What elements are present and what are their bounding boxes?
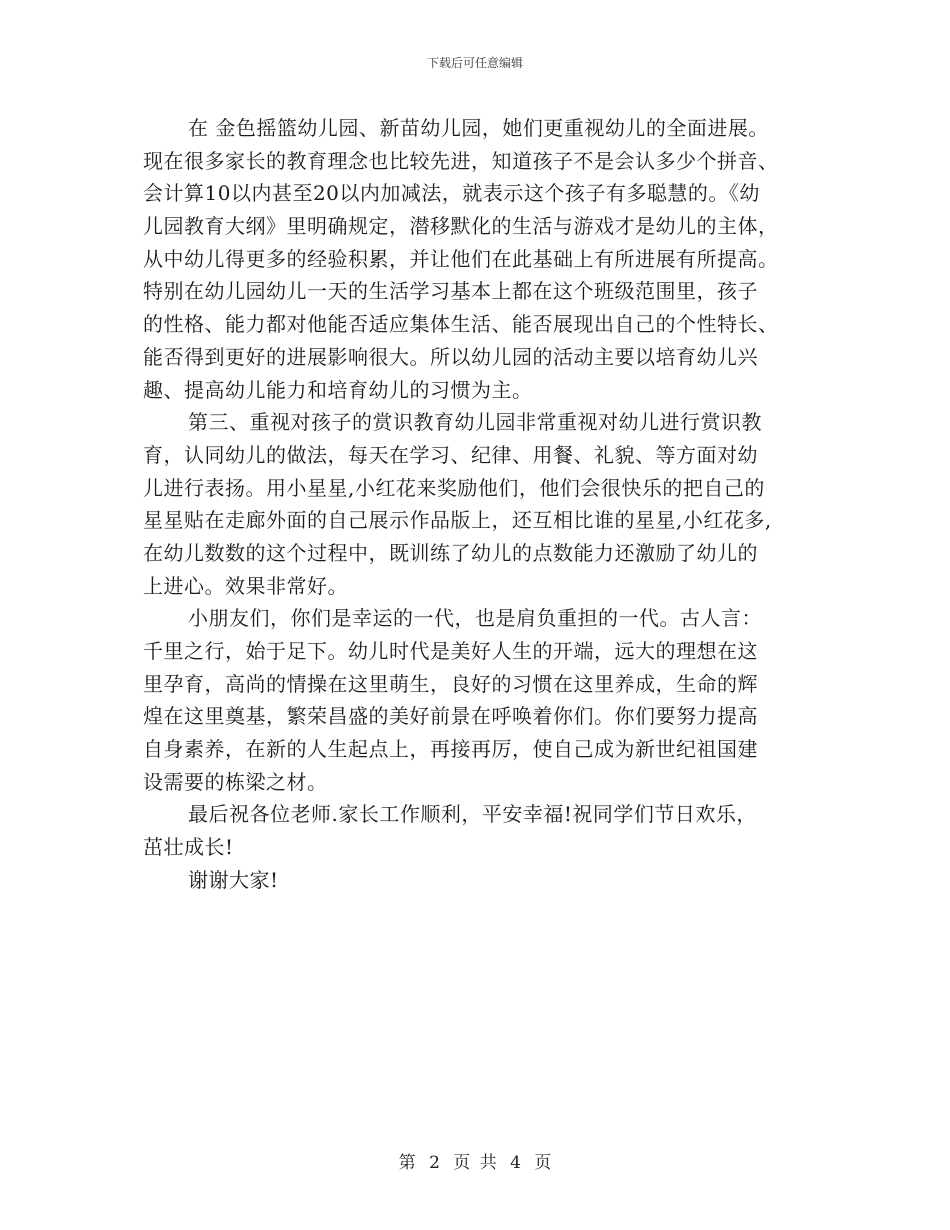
footer-prefix: 第 (398, 1153, 416, 1173)
text-line: 从中幼儿得更多的经验积累，并让他们在此基础上有所进展有所提高。 (143, 246, 779, 271)
page-number-total: 4 (510, 1153, 521, 1173)
paragraph-thanks (143, 864, 823, 897)
text-line: 特别在幼儿园幼儿一天的生活学习基本上都在这个班级范围里，孩子 (143, 279, 758, 304)
text-line: 趣、提高幼儿能力和培育幼儿的习惯为主。 (143, 377, 533, 402)
text-line: 育，认同幼儿的做法，每天在学习、纪律、用餐、礼貌、等方面对幼 (143, 442, 758, 467)
text-line: 星星贴在走廊外面的自己展示作品版上，还互相比谁的星星,小红花多, (143, 508, 772, 533)
text-line: 设需要的栋梁之材。 (143, 769, 328, 794)
text-line: 现在很多家长的教育理念也比较先进，知道孩子不是会认多少个拼音、 (143, 148, 779, 173)
text-line: 会计算10以内甚至20以内加减法，就表示这个孩子有多聪慧的。《幼 (143, 181, 760, 206)
page-number-current: 2 (429, 1153, 440, 1173)
text-line: 第三、重视对孩子的赏识教育幼儿园非常重视对幼儿进行赏识教 (188, 410, 762, 435)
text-line: 千里之行，始于足下。幼儿时代是美好人生的开端，远大的理想在这 (143, 639, 758, 663)
paragraph-closing-wishes (143, 798, 823, 863)
text-line: 最后祝各位老师.家长工作顺利，平安幸福!祝同学们节日欢乐， (188, 802, 757, 827)
text-line: 里孕育，高尚的情操在这里萌生，良好的习惯在这里养成，生命的辉 (143, 671, 758, 696)
paragraph-children-address (143, 602, 823, 798)
text-line: 能否得到更好的进展影响很大。所以幼儿园的活动主要以培育幼儿兴 (143, 344, 758, 369)
text-line: 的性格、能力都对他能否适应集体生活、能否展现出自己的个性特长、 (143, 312, 779, 337)
page-header: 下载后可任意编辑 (426, 56, 523, 70)
text-line: 儿园教育大纲》里明确规定，潜移默化的生活与游戏才是幼儿的主体， (143, 214, 779, 239)
footer-suffix: 页 (534, 1153, 552, 1173)
paragraph-appreciation-education (143, 406, 823, 602)
text-line: 小朋友们，你们是幸运的一代，也是肩负重担的一代。古人言： (188, 606, 762, 631)
page-footer (0, 1148, 950, 1173)
document-body (143, 112, 823, 897)
text-line: 在幼儿数数的这个过程中，既训练了幼儿的点数能力还激励了幼儿的 (143, 540, 758, 565)
text-line: 儿进行表扬。用小星星,小红花来奖励他们，他们会很快乐的把自己的 (143, 475, 765, 500)
paragraph-kindergarten-overview (143, 112, 823, 406)
text-line: 在 金色摇篮幼儿园、新苗幼儿园，她们更重视幼儿的全面进展。 (188, 116, 769, 140)
text-line: 煌在这里奠基，繁荣昌盛的美好前景在呼唤着你们。你们要努力提高 (143, 704, 758, 729)
text-line: 上进心。效果非常好。 (143, 573, 348, 598)
text-line: 自身素养，在新的人生起点上，再接再厉，使自己成为新世纪祖国建 (143, 737, 758, 762)
text-line: 茁壮成长! (143, 835, 234, 860)
footer-middle: 页 共 (453, 1153, 497, 1173)
text-line: 谢谢大家! (188, 867, 279, 892)
